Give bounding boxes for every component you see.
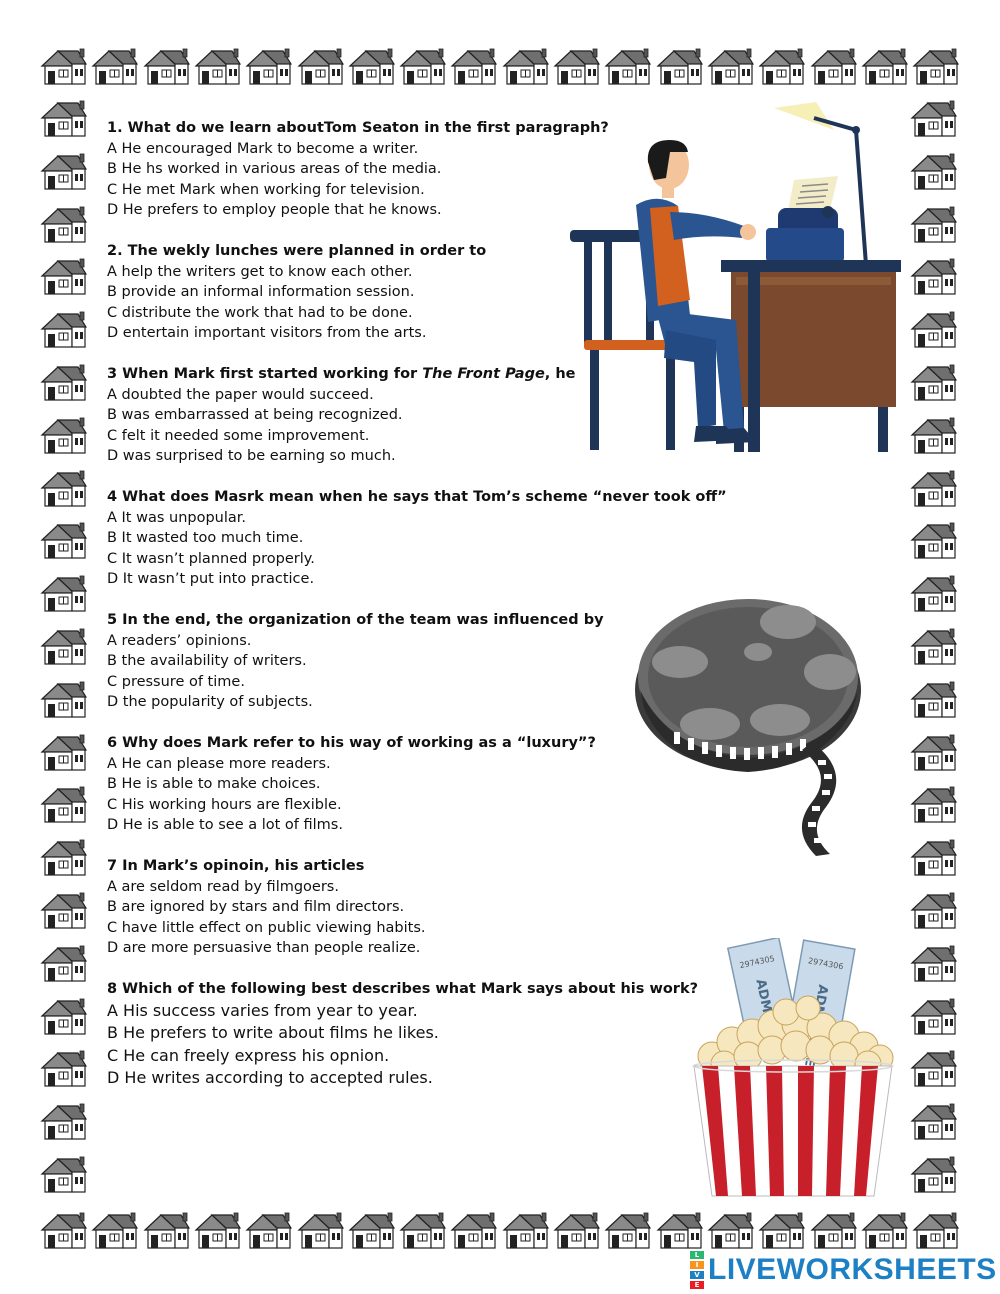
house-icon — [910, 520, 958, 560]
house-icon — [656, 46, 704, 86]
house-icon — [910, 890, 958, 930]
house-icon — [910, 204, 958, 244]
option-a[interactable]: A He can please more readers. — [107, 755, 331, 772]
house-icon — [861, 46, 909, 86]
option-b[interactable]: B are ignored by stars and film directors. — [107, 899, 405, 916]
house-icon — [297, 1210, 345, 1250]
house-icon — [910, 362, 958, 402]
house-icon — [40, 837, 88, 877]
ticket-label-1: ADMIT — [752, 977, 777, 1028]
house-icon — [450, 1210, 498, 1250]
house-icon — [910, 1154, 958, 1194]
option-b[interactable]: B He prefers to write about films he likes. — [107, 1023, 439, 1043]
ticket-number-1: 2974305 — [738, 953, 776, 971]
question-stem — [107, 364, 576, 385]
house-icon — [758, 1210, 806, 1250]
option-d[interactable]: D entertain important visitors from the arts. — [107, 325, 427, 342]
house-icon — [40, 626, 88, 666]
option-a[interactable]: A are seldom read by filmgoers. — [107, 878, 339, 895]
house-icon — [910, 837, 958, 877]
house-icon — [348, 46, 396, 86]
question-stem: 5 In the end, the organization of the team was influenced by — [107, 612, 604, 628]
house-icon — [910, 415, 958, 455]
house-icon — [40, 1154, 88, 1194]
house-icon — [502, 46, 550, 86]
house-icon — [40, 996, 88, 1036]
option-b[interactable]: B He hs worked in various areas of the media. — [107, 161, 442, 178]
house-icon — [91, 46, 139, 86]
popcorn-illustration — [688, 938, 898, 1200]
house-icon — [40, 784, 88, 824]
house-icon — [910, 98, 958, 138]
house-icon — [40, 1210, 88, 1250]
question-7 — [107, 856, 426, 959]
house-icon — [40, 468, 88, 508]
house-icon — [194, 46, 242, 86]
option-a[interactable]: A It was unpopular. — [107, 509, 247, 526]
house-icon — [40, 46, 88, 86]
house-icon — [910, 943, 958, 983]
question-4 — [107, 487, 727, 590]
house-icon — [450, 46, 498, 86]
option-d[interactable]: D He is able to see a lot of films. — [107, 817, 343, 834]
house-icon — [604, 1210, 652, 1250]
question-6 — [107, 733, 596, 836]
house-icon — [553, 1210, 601, 1250]
house-icon — [861, 1210, 909, 1250]
option-b[interactable]: B provide an informal information session. — [107, 284, 415, 301]
option-a[interactable]: A He encouraged Mark to become a writer. — [107, 140, 419, 157]
house-icon — [810, 46, 858, 86]
question-stem: 6 Why does Mark refer to his way of working as a “luxury”? — [107, 735, 596, 751]
option-b[interactable]: B He is able to make choices. — [107, 776, 321, 793]
house-icon — [245, 1210, 293, 1250]
house-icon — [910, 468, 958, 508]
house-icon — [910, 679, 958, 719]
house-icon — [910, 1048, 958, 1088]
house-icon — [40, 520, 88, 560]
option-d[interactable]: D are more persuasive than people realize. — [107, 940, 421, 957]
question-stem: 7 In Mark’s opinoin, his articles — [107, 858, 365, 874]
option-a[interactable]: A His success varies from year to year. — [107, 1000, 418, 1020]
house-icon — [912, 46, 960, 86]
house-icon — [91, 1210, 139, 1250]
question-3 — [107, 364, 576, 467]
house-icon — [40, 256, 88, 296]
house-icon — [348, 1210, 396, 1250]
house-icon — [40, 362, 88, 402]
ticket-number-2: 2974306 — [807, 956, 845, 972]
house-icon — [910, 626, 958, 666]
house-icon — [40, 1101, 88, 1141]
option-c[interactable]: C He can freely express his opnion. — [107, 1045, 390, 1065]
house-icon — [707, 1210, 755, 1250]
liveworksheets-logo[interactable] — [690, 1251, 997, 1289]
question-stem: 4 What does Masrk mean when he says that Tom’s scheme “never took off” — [107, 489, 727, 505]
option-d[interactable]: D He prefers to employ people that he knows. — [107, 202, 442, 219]
logo-text: LIVEWORKSHEETS — [708, 1253, 997, 1286]
house-icon — [40, 732, 88, 772]
house-icon — [40, 573, 88, 613]
house-icon — [40, 151, 88, 191]
option-d[interactable]: D was surprised to be earning so much. — [107, 448, 396, 465]
option-c[interactable]: C felt it needed some improvement. — [107, 427, 370, 444]
option-d[interactable]: D He writes according to accepted rules. — [107, 1068, 433, 1088]
film-reel-illustration — [630, 592, 870, 857]
option-c[interactable]: C distribute the work that had to be done. — [107, 304, 413, 321]
house-icon — [910, 256, 958, 296]
house-icon — [910, 151, 958, 191]
house-icon — [758, 46, 806, 86]
stem-text-end: , he — [544, 366, 576, 382]
house-icon — [40, 309, 88, 349]
house-icon — [604, 46, 652, 86]
house-icon — [40, 890, 88, 930]
question-stem: 1. What do we learn aboutTom Seaton in the first paragraph? — [107, 120, 609, 136]
house-icon — [194, 1210, 242, 1250]
house-icon — [910, 309, 958, 349]
option-b[interactable]: B It wasted too much time. — [107, 530, 304, 547]
logo-mark-icon: L I V E — [690, 1250, 704, 1290]
option-a[interactable]: A doubted the paper would succeed. — [107, 386, 374, 403]
house-icon — [910, 1101, 958, 1141]
house-icon — [502, 1210, 550, 1250]
house-icon — [707, 46, 755, 86]
question-5 — [107, 610, 604, 713]
option-c[interactable]: C It wasn’t planned properly. — [107, 550, 315, 567]
option-a[interactable]: A readers’ opinions. — [107, 632, 252, 649]
option-b[interactable]: B the availability of writers. — [107, 653, 307, 670]
option-b[interactable]: B was embarrassed at being recognized. — [107, 407, 403, 424]
house-icon — [910, 996, 958, 1036]
question-stem: 2. The wekly lunches were planned in order to — [107, 243, 487, 259]
stem-text: 3 When Mark first started working for — [107, 366, 423, 382]
house-icon — [40, 679, 88, 719]
house-icon — [910, 784, 958, 824]
house-icon — [40, 98, 88, 138]
option-d[interactable]: D the popularity of subjects. — [107, 694, 313, 711]
house-icon — [40, 204, 88, 244]
house-icon — [40, 943, 88, 983]
house-icon — [399, 46, 447, 86]
question-2 — [107, 241, 486, 344]
house-icon — [40, 415, 88, 455]
house-icon — [143, 46, 191, 86]
option-c[interactable]: C His working hours are flexible. — [107, 796, 342, 813]
house-icon — [912, 1210, 960, 1250]
question-1 — [107, 118, 609, 221]
house-icon — [910, 732, 958, 772]
newspaper-title: The Front Page — [422, 366, 545, 382]
house-icon — [297, 46, 345, 86]
lamp-shade — [774, 102, 834, 130]
desk-writer-illustration — [566, 100, 906, 455]
option-a[interactable]: A help the writers get to know each other. — [107, 263, 413, 280]
house-icon — [245, 46, 293, 86]
option-c[interactable]: C have little effect on public viewing habits. — [107, 919, 426, 936]
option-d[interactable]: D It wasn’t put into practice. — [107, 571, 315, 588]
house-icon — [810, 1210, 858, 1250]
house-icon — [143, 1210, 191, 1250]
question-8 — [107, 979, 698, 1090]
option-c[interactable]: C pressure of time. — [107, 673, 245, 690]
house-icon — [40, 1048, 88, 1088]
house-icon — [553, 46, 601, 86]
option-c[interactable]: C He met Mark when working for television. — [107, 181, 425, 198]
house-icon — [656, 1210, 704, 1250]
house-icon — [910, 573, 958, 613]
house-icon — [399, 1210, 447, 1250]
question-stem: 8 Which of the following best describes what Mark says about his work? — [107, 981, 699, 997]
